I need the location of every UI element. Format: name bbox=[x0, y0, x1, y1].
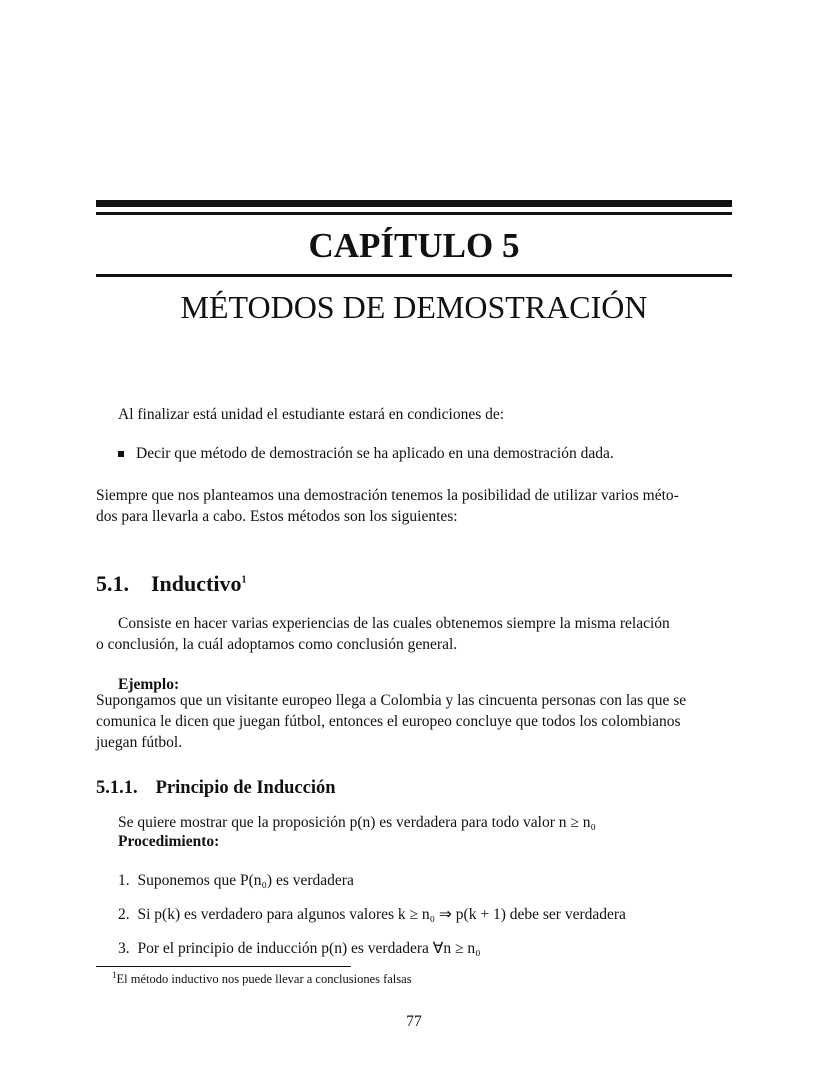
chapter-separator-rule bbox=[96, 274, 732, 277]
section-number: 5.1. bbox=[96, 571, 129, 596]
objective-item bbox=[118, 443, 614, 464]
section-paragraph-line-2: o conclusión, la cuál adoptamos como conclusión general. bbox=[96, 636, 458, 653]
chapter-label: CAPÍTULO 5 bbox=[308, 226, 520, 265]
footnote bbox=[112, 971, 412, 987]
subsection-heading bbox=[96, 777, 336, 799]
procedure-step bbox=[118, 870, 738, 891]
objectives-lead: Al finalizar está unidad el estudiante estará en condiciones de: bbox=[118, 406, 505, 423]
example-line-3: juegan fútbol. bbox=[96, 734, 183, 751]
top-thick-rule bbox=[96, 200, 732, 207]
example-paragraph bbox=[96, 690, 736, 753]
example-line-2: comunica le dicen que juegan fútbol, entonces el europeo concluye que todos los colombianos bbox=[96, 713, 681, 730]
subsection-number: 5.1.1. bbox=[96, 778, 138, 798]
subsection-statement: Se quiere mostrar que la proposición p(n) es verdadera para todo valor n ≥ n₀ bbox=[118, 814, 596, 831]
section-paragraph bbox=[96, 613, 732, 655]
methods-line-2: dos para llevarla a cabo. Estos métodos son los siguientes: bbox=[96, 508, 458, 525]
procedure-label: Procedimiento: bbox=[118, 833, 220, 850]
subsection-title: Principio de Inducción bbox=[155, 778, 336, 798]
section-paragraph-line-1: Consiste en hacer varias experiencias de las cuales obtenemos siempre la misma relación bbox=[118, 615, 670, 632]
step-text: Si p(k) es verdadero para algunos valores k ≥ n₀ ⇒ p(k + 1) debe ser verdadera bbox=[137, 906, 626, 923]
section-footnote-mark: 1 bbox=[241, 574, 247, 586]
section-heading bbox=[96, 571, 246, 597]
section-title: Inductivo bbox=[151, 571, 242, 596]
step-number: 3. bbox=[118, 940, 130, 957]
step-number: 1. bbox=[118, 872, 130, 889]
chapter-title: MÉTODOS DE DEMOSTRACIÓN bbox=[180, 289, 648, 325]
step-number: 2. bbox=[118, 906, 130, 923]
procedure-step bbox=[118, 904, 738, 925]
example-line-1: Supongamos que un visitante europeo llega a Colombia y las cincuenta personas con las que se bbox=[96, 692, 687, 709]
page-number: 77 bbox=[406, 1013, 422, 1030]
top-thin-rule bbox=[96, 212, 732, 215]
footnote-text: El método inductivo nos puede llevar a conclusiones falsas bbox=[116, 972, 412, 986]
footnote-rule bbox=[96, 966, 351, 967]
step-text: Por el principio de inducción p(n) es verdadera ∀n ≥ n₀ bbox=[137, 940, 481, 957]
example-label: Ejemplo: bbox=[118, 676, 180, 693]
methods-line-1: Siempre que nos planteamos una demostración tenemos la posibilidad de utilizar varios méto- bbox=[96, 487, 679, 504]
objective-text: Decir que método de demostración se ha aplicado en una demostración dada. bbox=[136, 445, 614, 462]
bullet-icon bbox=[118, 451, 124, 457]
methods-paragraph bbox=[96, 485, 736, 527]
footnote-mark: 1 bbox=[112, 969, 117, 980]
step-text: Suponemos que P(n₀) es verdadera bbox=[137, 872, 354, 889]
procedure-step bbox=[118, 938, 738, 959]
